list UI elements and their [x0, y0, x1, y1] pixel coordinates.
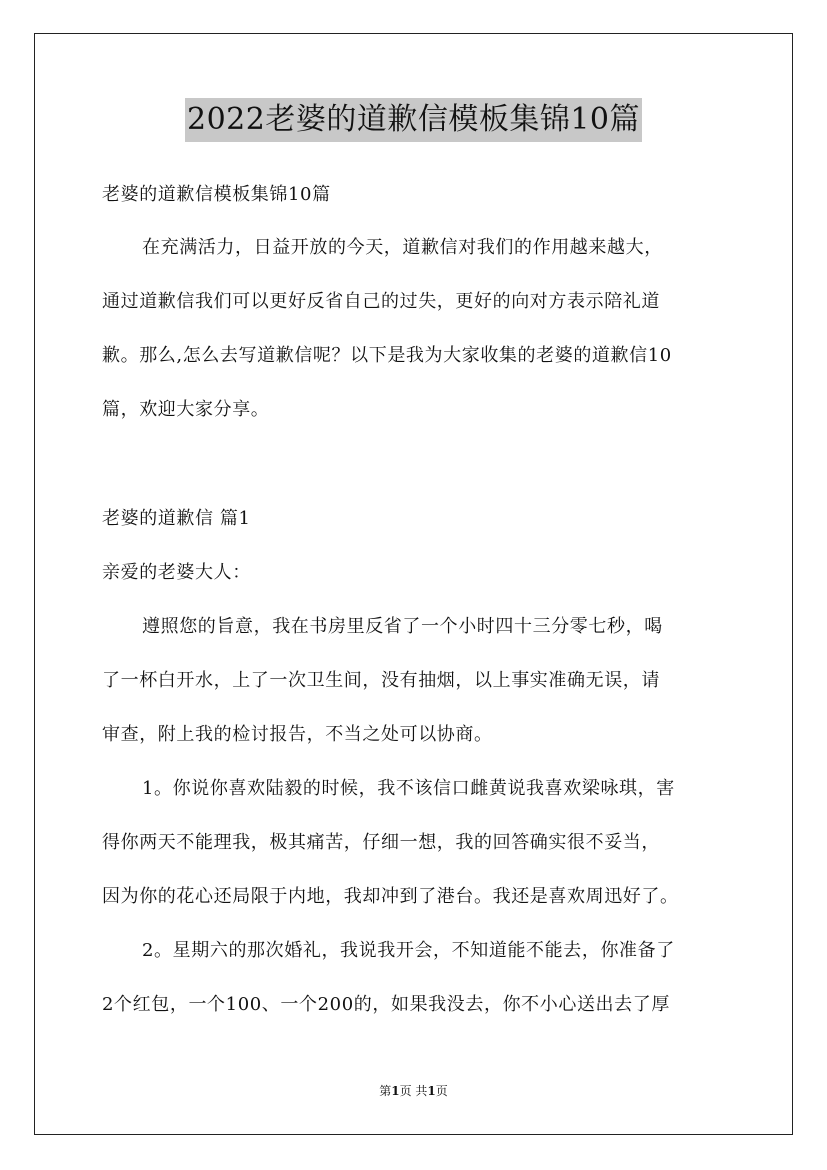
section-heading: 老婆的道歉信 篇1 — [102, 508, 251, 529]
footer-current-page: 1 — [391, 1084, 400, 1098]
title-container — [0, 98, 827, 142]
paragraph-line: 通过道歉信我们可以更好反省自己的过失，更好的向对方表示陪礼道 — [102, 291, 660, 312]
document-title: 2022老婆的道歉信模板集锦10篇 — [185, 98, 642, 142]
salutation-line: 亲爱的老婆大人： — [102, 562, 251, 583]
paragraph-line: 1。你说你喜欢陆毅的时候，我不该信口雌黄说我喜欢梁咏琪，害 — [142, 778, 675, 799]
paragraph-line: 在充满活力，日益开放的今天，道歉信对我们的作用越来越大， — [142, 237, 663, 258]
footer-suffix: 页 — [435, 1084, 448, 1098]
subtitle-line: 老婆的道歉信模板集锦10篇 — [102, 184, 331, 205]
page-footer — [0, 1082, 827, 1099]
paragraph-line: 得你两天不能理我，极其痛苦，仔细一想，我的回答确实很不妥当， — [102, 832, 660, 853]
paragraph-line: 因为你的花心还局限于内地，我却冲到了港台。我还是喜欢周迅好了。 — [102, 886, 679, 907]
footer-prefix: 第 — [379, 1084, 392, 1098]
paragraph-line: 歉。那么,怎么去写道歉信呢？以下是我为大家收集的老婆的道歉信10 — [102, 345, 672, 366]
paragraph-line: 2。星期六的那次婚礼，我说我开会，不知道能不能去，你准备了 — [142, 940, 675, 961]
paragraph-line: 篇，欢迎大家分享。 — [102, 399, 270, 420]
paragraph-line: 2个红包，一个100、一个200的，如果我没去，你不小心送出去了厚 — [102, 994, 670, 1015]
footer-total-pages: 1 — [427, 1084, 436, 1098]
paragraph-line: 遵照您的旨意，我在书房里反省了一个小时四十三分零七秒，喝 — [142, 616, 663, 637]
paragraph-line: 审查，附上我的检讨报告，不当之处可以协商。 — [102, 724, 493, 745]
paragraph-line: 了一杯白开水，上了一次卫生间，没有抽烟，以上事实准确无误，请 — [102, 670, 660, 691]
footer-mid: 页 共 — [399, 1084, 428, 1098]
